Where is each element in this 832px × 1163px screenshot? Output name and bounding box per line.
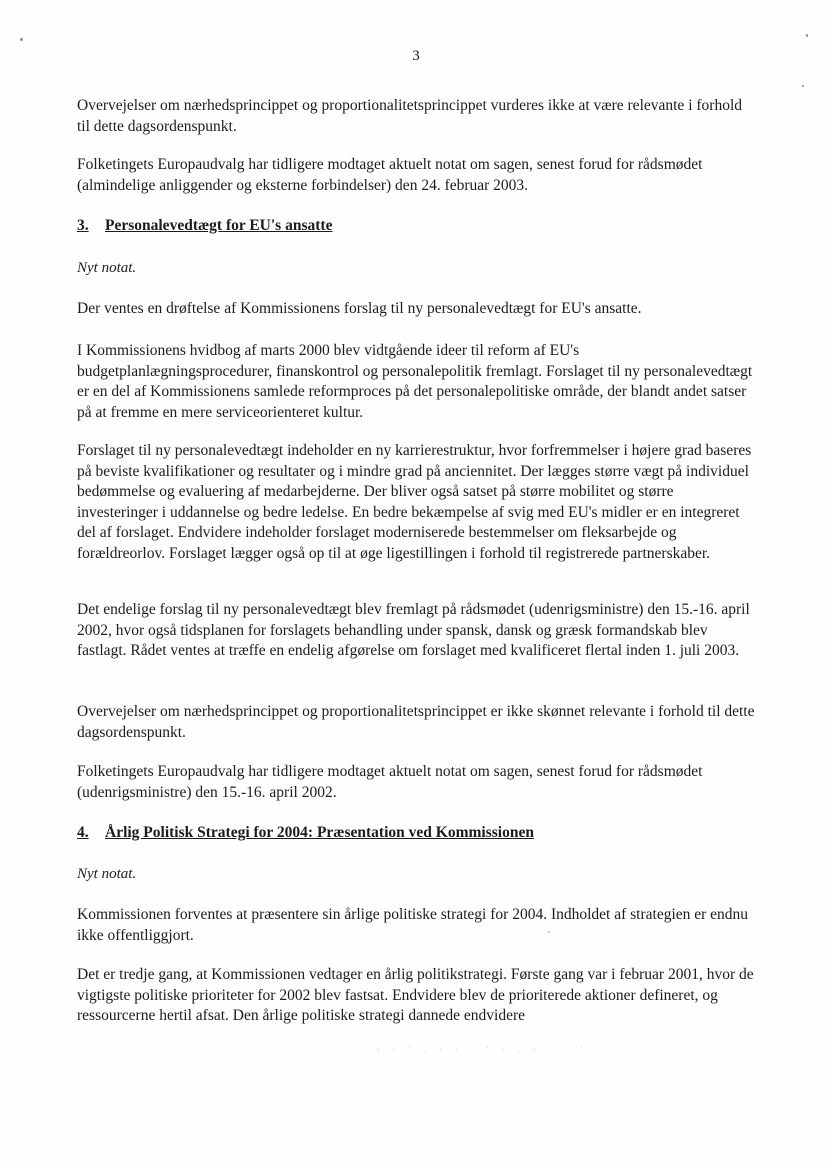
section-4-title: Årlig Politisk Strategi for 2004: Præsentation ved Kommissionen xyxy=(105,824,534,841)
scan-speck xyxy=(806,34,808,37)
section-3-paragraph-1: Der ventes en drøftelse af Kommissionens forslag til ny personalevedtægt for EU's ansatte. xyxy=(77,300,642,317)
section-3-paragraph-4: Det endelige forslag til ny personalevedtægt blev fremlagt på rådsmødet (udenrigsministre) den 15.-16. april 2002, hvor også tidsplanen for forslagets behandling under spansk, dansk og græsk formandskab blev fastlagt. Rådet ventes at træffe en endelig afgørelse om forslaget med kvalificeret flertal inden 1. juli 2003. xyxy=(77,601,750,659)
section-4-paragraph-2: Det er tredje gang, at Kommissionen vedtager en årlig politikstrategi. Første gang var i februar 2001, hvor de vigtigste politiske prioriteter for 2002 blev fastsat. Endvidere blev de prioriterede aktioner defineret, og ressourcerne hertil afsat. Den årlige politiske strategi dannede endvidere xyxy=(77,966,754,1024)
section-4-heading xyxy=(77,823,757,844)
section-3-paragraph-6: Folketingets Europaudvalg har tidligere modtaget aktuelt notat om sagen, senest forud for rådsmødet (udenrigsministre) den 15.-16. april 2002. xyxy=(77,763,703,801)
scan-noise: . : · ' . · : . ' · . : · . ' . xyxy=(360,1045,603,1054)
section-3-note: Nyt notat. xyxy=(77,260,137,276)
section-4-number: 4. xyxy=(77,824,89,841)
section-3-paragraph-3: Forslaget til ny personalevedtægt indeholder en ny karrierestruktur, hvor forfremmelser i højere grad baseres på beviste kvalifikationer og resultater og i mindre grad på anciennitet. Der lægges større vægt på individuel bedømmelse og evaluering af medarbejderne. Der bliver også satset på større mobilitet og større investeringer i uddannelse og bedre ledelse. En bedre bekæmpelse af svig med EU's midler er en integreret del af forslaget. Endvidere indeholder forslaget moderniserede bestemmelser om fleksarbejde og forældreorlov. Forslaget lægger også op til at øge ligestillingen i forhold til registrerede partnerskaber. xyxy=(77,442,752,562)
section-4-paragraph-1: Kommissionen forventes at præsentere sin årlige politiske strategi for 2004. Indholdet af strategien er endnu ikke offentliggjort. xyxy=(77,906,749,944)
scan-speck xyxy=(802,85,804,87)
section-3-paragraph-5: Overvejelser om nærhedsprincippet og proportionalitetsprincippet er ikke skønnet relevante i forhold til dette dagsordenspunkt. xyxy=(77,703,755,741)
paragraph-prior-notice: Folketingets Europaudvalg har tidligere modtaget aktuelt notat om sagen, senest forud for rådsmødet (almindelige anliggender og eksterne forbindelser) den 24. februar 2003. xyxy=(77,156,703,194)
section-4-note: Nyt notat. xyxy=(77,866,137,882)
section-3-number: 3. xyxy=(77,217,89,234)
scan-speck xyxy=(20,38,23,41)
section-3-title: Personalevedtægt for EU's ansatte xyxy=(105,217,333,234)
paragraph-subsidiarity-note: Overvejelser om nærhedsprincippet og proportionalitetsprincippet vurderes ikke at være relevante i forhold til dette dagsordenspunkt. xyxy=(77,97,743,135)
scan-speck xyxy=(548,931,550,933)
section-3-heading xyxy=(77,216,757,237)
section-3-paragraph-2: I Kommissionens hvidbog af marts 2000 blev vidtgående ideer til reform af EU's budgetplanlægningsprocedurer, finanskontrol og personalepolitik fremlagt. Forslaget til ny personalevedtægt er en del af Kommissionens samlede reformproces på det personalepolitiske område, der blandt andet satser på at fremme en mere serviceorienteret kultur. xyxy=(77,342,753,421)
page-number: 3 xyxy=(412,48,420,64)
